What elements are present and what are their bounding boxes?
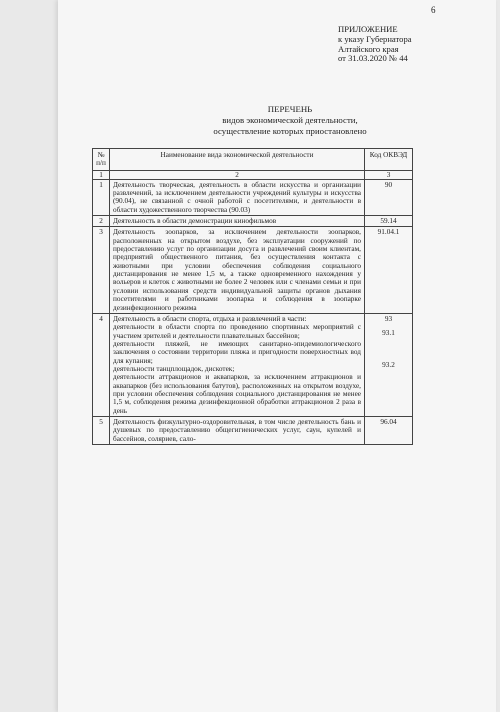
activity-name: Деятельность в области демонстрации кинофильмов xyxy=(110,216,365,227)
page-number: 6 xyxy=(431,5,436,15)
row-number: 5 xyxy=(93,416,110,444)
okved-code: 93 xyxy=(384,314,393,323)
appendix-line: ПРИЛОЖЕНИЕ xyxy=(338,24,398,34)
activity-name: Деятельность творческая, деятельность в области искусства и организации развлечений, за исключением деятельности учреждений культуры и искусства (90.04), не связанной с очной работой с посетителями, и деятельности в области художественного творчества (90.03) xyxy=(110,179,365,215)
title-subtitle-line1: видов экономической деятельности, xyxy=(222,115,358,125)
table-row xyxy=(93,313,413,416)
appendix-line: к указу Губернатора xyxy=(338,33,412,44)
table-header-row xyxy=(93,149,413,171)
activity-paragraph: деятельности аттракционов и аквапарков, за исключением аттракционов и аквапарков (без использования батутов), расположенных на открытом воздухе, при условии обеспечения соблюдения социального дистанцирования не менее 1,5 м, соблюдения режима дезинфекционной обработки аттракционов 2 раза в день xyxy=(113,373,361,415)
okved-code: 90 xyxy=(365,179,413,215)
title-heading: ПЕРЕЧЕНЬ xyxy=(267,104,313,114)
activity-paragraph: деятельности танцплощадок, дискотек; xyxy=(113,364,235,373)
header-name: Наименование вида экономической деятельности xyxy=(110,149,365,171)
okved-code: 91.04.1 xyxy=(365,227,413,313)
header-code: Код ОКВЭД xyxy=(365,149,413,171)
okved-code: 93.1 xyxy=(382,329,395,338)
activity-paragraph: деятельности пляжей, не имеющих санитарно-эпидемиологического заключения о состоянии территории пляжа и пригодности поверхностных вод для купания; xyxy=(113,339,361,365)
header-num: № п/п xyxy=(93,149,110,171)
row-number: 1 xyxy=(93,179,110,215)
column-number-row xyxy=(93,170,413,179)
activities-table xyxy=(92,148,413,445)
column-number: 3 xyxy=(365,170,413,179)
activity-name xyxy=(110,313,365,416)
okved-code: 59.14 xyxy=(365,216,413,227)
column-number: 1 xyxy=(93,170,110,179)
okved-code: 93.2 xyxy=(382,360,395,369)
row-number: 2 xyxy=(93,216,110,227)
okved-codes xyxy=(365,313,413,416)
appendix-block xyxy=(338,25,412,64)
activity-name: Деятельность зоопарков, за исключением деятельности зоопарков, расположенных на открытом воздухе, без эксплуатации сооружений по предоставлению услуг по организации досуга и развлечений своим клиентам, предприятий общественного питания, без осуществления контакта с животными при условии обеспечения соблюдения социального дистанцирования не менее 1,5 м, а также одновременного нахождения у вольеров и клеток с животными не более 2 человек или с членами семьи и при условии использования средств индивидуальной защиты органов дыхания посетителями и работниками зоопарка и соблюдения в зоопарке дезинфекционного режима xyxy=(110,227,365,313)
table-row xyxy=(93,416,413,444)
okved-code: 96.04 xyxy=(365,416,413,444)
row-number: 3 xyxy=(93,227,110,313)
table-row xyxy=(93,227,413,313)
table-row xyxy=(93,179,413,215)
appendix-line: от 31.03.2020 № 44 xyxy=(338,53,408,64)
table-row xyxy=(93,216,413,227)
title-subtitle-line2: осуществление которых приостановлено xyxy=(213,126,367,136)
activity-name: Деятельность физкультурно-оздоровительная, в том числе деятельность бань и душевых по предоставлению общегигиенических услуг, саун, купелей и бассейнов, соляриев, сало- xyxy=(110,416,365,444)
row-number: 4 xyxy=(93,313,110,416)
activity-paragraph: Деятельность в области спорта, отдыха и развлечений в части: xyxy=(113,314,307,323)
activity-paragraph: деятельности в области спорта по проведению спортивных мероприятий с участием зрителей и деятельности плавательных бассейнов; xyxy=(113,323,361,340)
appendix-line: Алтайского края xyxy=(338,43,399,54)
column-number: 2 xyxy=(110,170,365,179)
